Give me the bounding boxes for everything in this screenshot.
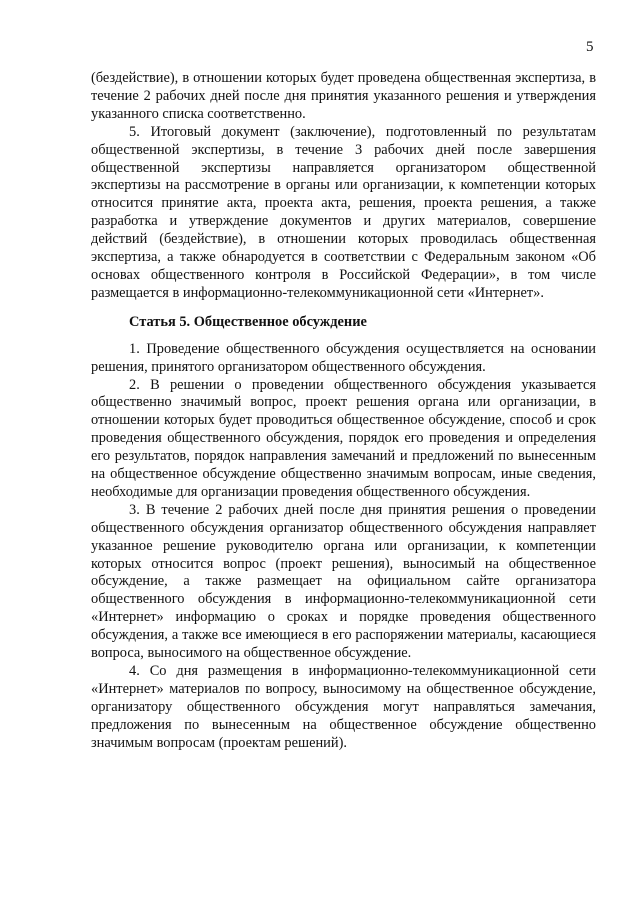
article-5-paragraph-4: 4. Со дня размещения в информационно-телекоммуникационной сети «Интернет» материалов по вопросу, выносимому на общественное обсуждение, организатору общественного обсуждения могут направляться замечания, предложения по вынесенным на общественное обсуждение общественно значимым вопросам (проектам решений). bbox=[91, 663, 596, 751]
paragraph-item-5: 5. Итоговый документ (заключение), подготовленный по результатам общественной экспертизы, в течение 3 рабочих дней после завершения общественной экспертизы направляется организатором общественной экспертизы на рассмотрение в органы или организации, к компетенции которых относится принятие акта, проекта акта, решения, проекта решения, а также разработка и утверждение документов и других материалов, совершение действий (бездействие), в отношении которых проводилась общественная экспертиза, а также обнародуется в соответствии с Федеральным законом «Об основах общественного контроля в Российской Федерации», в том числе размещается в информационно-телекоммуникационной сети «Интернет». bbox=[91, 123, 596, 301]
article-5-paragraph-3: 3. В течение 2 рабочих дней после дня принятия решения о проведении общественного обсуждения организатор общественного обсуждения направляет указанное решение руководителю органа или организации, к компетенции которых относится вопрос (проект решения), выносимый на общественное обсуждение, а также размещает на официальном сайте организатора общественного обсуждения в информационно-телекоммуникационной сети «Интернет» информацию о сроках и порядке проведения общественного обсуждения, а также все имеющиеся в его распоряжении материалы, касающиеся вопроса, выносимого на общественное обсуждение. bbox=[91, 501, 596, 662]
article-5-heading: Статья 5. Общественное обсуждение bbox=[129, 313, 367, 330]
paragraph-intro: (бездействие), в отношении которых будет проведена общественная экспертиза, в течение 2 рабочих дней после дня принятия указанного решения и утверждения указанного списка соответственно. bbox=[91, 70, 596, 122]
document-body bbox=[91, 70, 596, 753]
article-5-paragraph-1: 1. Проведение общественного обсуждения осуществляется на основании решения, принятого организатором общественного обсуждения. bbox=[91, 340, 596, 375]
article-5-paragraph-2: 2. В решении о проведении общественного обсуждения указывается общественно значимый вопрос, проект решения органа или организации, в отношении которых будет проводиться общественное обсуждение, способ и срок проведения общественного обсуждения, порядок его проведения и определения его результатов, порядок направления замечаний и предложений по вынесенным на общественное обсуждение общественно значимым вопросам, иные сведения, необходимые для организации проведения общественного обсуждения. bbox=[91, 376, 596, 500]
page-number: 5 bbox=[586, 39, 594, 55]
